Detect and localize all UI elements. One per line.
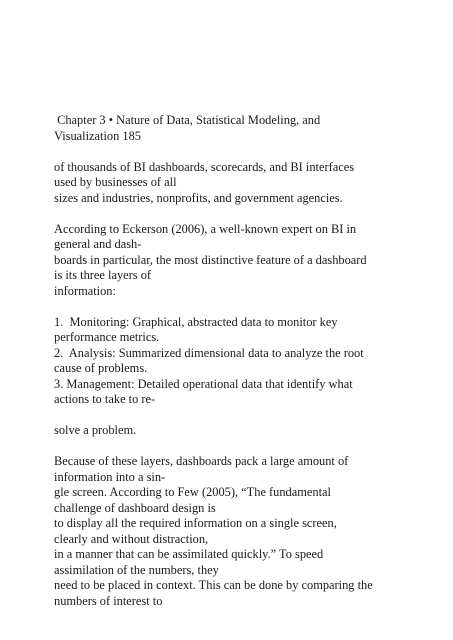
text-line: According to Eckerson (2006), a well-known expert on BI in: [54, 221, 357, 236]
paragraph-gap: [54, 206, 414, 222]
text-line: solve a problem.: [54, 423, 137, 437]
text-line: information:: [54, 283, 116, 298]
text-line: boards in particular, the most distinctive feature of a dashboard: [54, 252, 367, 267]
text-line: in a manner that can be assimilated quickly.” To speed: [54, 547, 324, 561]
text-line: is its three layers of: [54, 268, 152, 282]
text-line: performance metrics.: [54, 330, 160, 344]
text-line: clearly and without distraction,: [54, 531, 209, 546]
text-line: Visualization 185: [54, 128, 142, 143]
text-line: information into a sin-: [54, 469, 166, 484]
paragraph-gap: [54, 408, 414, 424]
paragraph-gap: [54, 299, 414, 315]
text-line: numbers of interest to: [54, 593, 163, 608]
document-text: [54, 113, 414, 609]
text-line: used by businesses of all: [54, 175, 177, 189]
text-line: need to be placed in context. This can be done by comparing the: [54, 578, 373, 592]
text-line: gle screen. According to Few (2005), “The fundamental: [54, 485, 331, 499]
text-line: Because of these layers, dashboards pack a large amount of: [54, 454, 349, 468]
text-line: challenge of dashboard design is: [54, 500, 216, 515]
paragraph-gap: [54, 144, 414, 160]
text-line: cause of problems.: [54, 361, 148, 375]
text-line: actions to take to re-: [54, 392, 156, 406]
text-line: sizes and industries, nonprofits, and government agencies.: [54, 190, 343, 205]
text-line: to display all the required information on a single screen,: [54, 516, 337, 530]
text-line: 2. Analysis: Summarized dimensional data to analyze the root: [54, 345, 364, 360]
text-line: general and dash-: [54, 237, 142, 251]
text-line: assimilation of the numbers, they: [54, 562, 219, 577]
text-line: Chapter 3 • Nature of Data, Statistical Modeling, and: [54, 113, 321, 127]
paragraph-gap: [54, 439, 414, 455]
text-line: 3. Management: Detailed operational data that identify what: [54, 376, 353, 391]
text-line: 1. Monitoring: Graphical, abstracted data to monitor key: [54, 314, 338, 329]
text-line: of thousands of BI dashboards, scorecards, and BI interfaces: [54, 159, 355, 174]
